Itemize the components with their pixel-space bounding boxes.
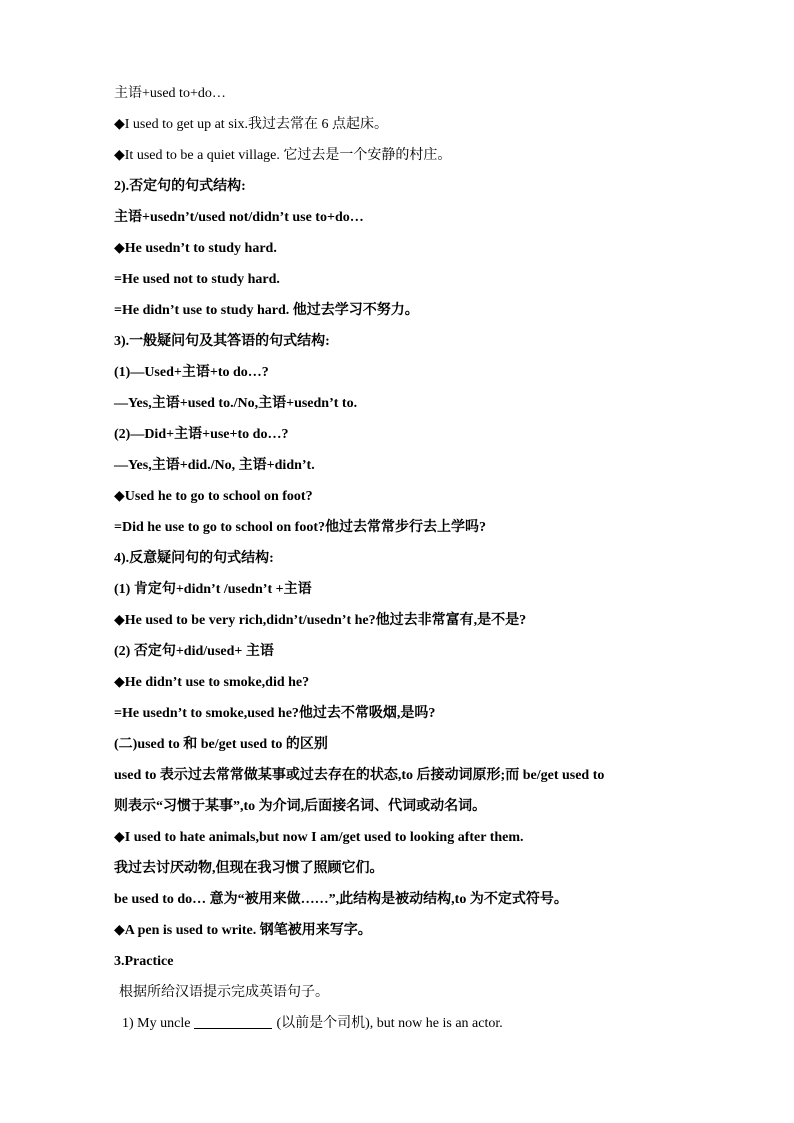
text-line-18: ◆He used to be very rich,didn’t/usedn’t he?他过去非常富有,是不是?	[114, 613, 527, 628]
text-line-6: ◆He usedn’t to study hard.	[114, 241, 277, 256]
exercise-item-1	[114, 1008, 714, 1039]
text-line-8: =He didn’t use to study hard. 他过去学习不努力。	[114, 303, 419, 318]
text-line-7: =He used not to study hard.	[114, 272, 280, 287]
text-line-11: —Yes,主语+used to./No,主语+usedn’t to.	[114, 396, 358, 411]
text-line-14: ◆Used he to go to school on foot?	[114, 489, 313, 504]
text-line-28: ◆A pen is used to write. 钢笔被用来写字。	[114, 923, 372, 938]
text-line-23: used to 表示过去常常做某事或过去存在的状态,to 后接动词原形;而 be/get used to	[114, 768, 605, 783]
text-line-3: ◆It used to be a quiet village. 它过去是一个安静的村庄。	[114, 148, 452, 163]
text-line-24: 则表示“习惯于某事”,to 为介词,后面接名词、代词或动名词。	[114, 799, 487, 814]
text-line-13: —Yes,主语+did./No, 主语+didn’t.	[114, 458, 315, 473]
text-line-25: ◆I used to hate animals,but now I am/get used to looking after them.	[114, 830, 524, 845]
section-heading-practice: 3.Practice	[114, 954, 174, 969]
text-line-15: =Did he use to go to school on foot?他过去常常步行去上学吗?	[114, 520, 486, 535]
text-line-26: 我过去讨厌动物,但现在我习惯了照顾它们。	[114, 861, 384, 876]
section-heading-question: 3).一般疑问句及其答语的句式结构:	[114, 334, 330, 349]
text-line-21: =He usedn’t to smoke,used he?他过去不常吸烟,是吗?	[114, 706, 436, 721]
exercise-hint: (以前是个司机), but now he is an actor.	[276, 1016, 503, 1031]
document-body	[114, 78, 714, 1039]
text-line-27: be used to do… 意为“被用来做……”,此结构是被动结构,to 为不定式符号。	[114, 892, 568, 907]
section-heading-tag-question: 4).反意疑问句的句式结构:	[114, 551, 274, 566]
text-line-12: (2)—Did+主语+use+to do…?	[114, 427, 289, 442]
text-line-5: 主语+usedn’t/used not/didn’t use to+do…	[114, 210, 364, 225]
answer-blank[interactable]	[194, 1014, 272, 1029]
text-line-1: 主语+used to+do…	[114, 86, 226, 101]
exercise-prefix: 1) My uncle	[122, 1016, 191, 1031]
text-line-17: (1) 肯定句+didn’t /usedn’t +主语	[114, 582, 312, 597]
section-heading-difference: (二)used to 和 be/get used to 的区别	[114, 737, 328, 752]
section-heading-negative: 2).否定句的句式结构:	[114, 179, 246, 194]
text-line-10: (1)—Used+主语+to do…?	[114, 365, 269, 380]
text-line-2: ◆I used to get up at six.我过去常在 6 点起床。	[114, 117, 389, 132]
text-line-20: ◆He didn’t use to smoke,did he?	[114, 675, 310, 690]
practice-instruction: 根据所给汉语提示完成英语句子。	[119, 985, 329, 1000]
text-line-19: (2) 否定句+did/used+ 主语	[114, 644, 274, 659]
